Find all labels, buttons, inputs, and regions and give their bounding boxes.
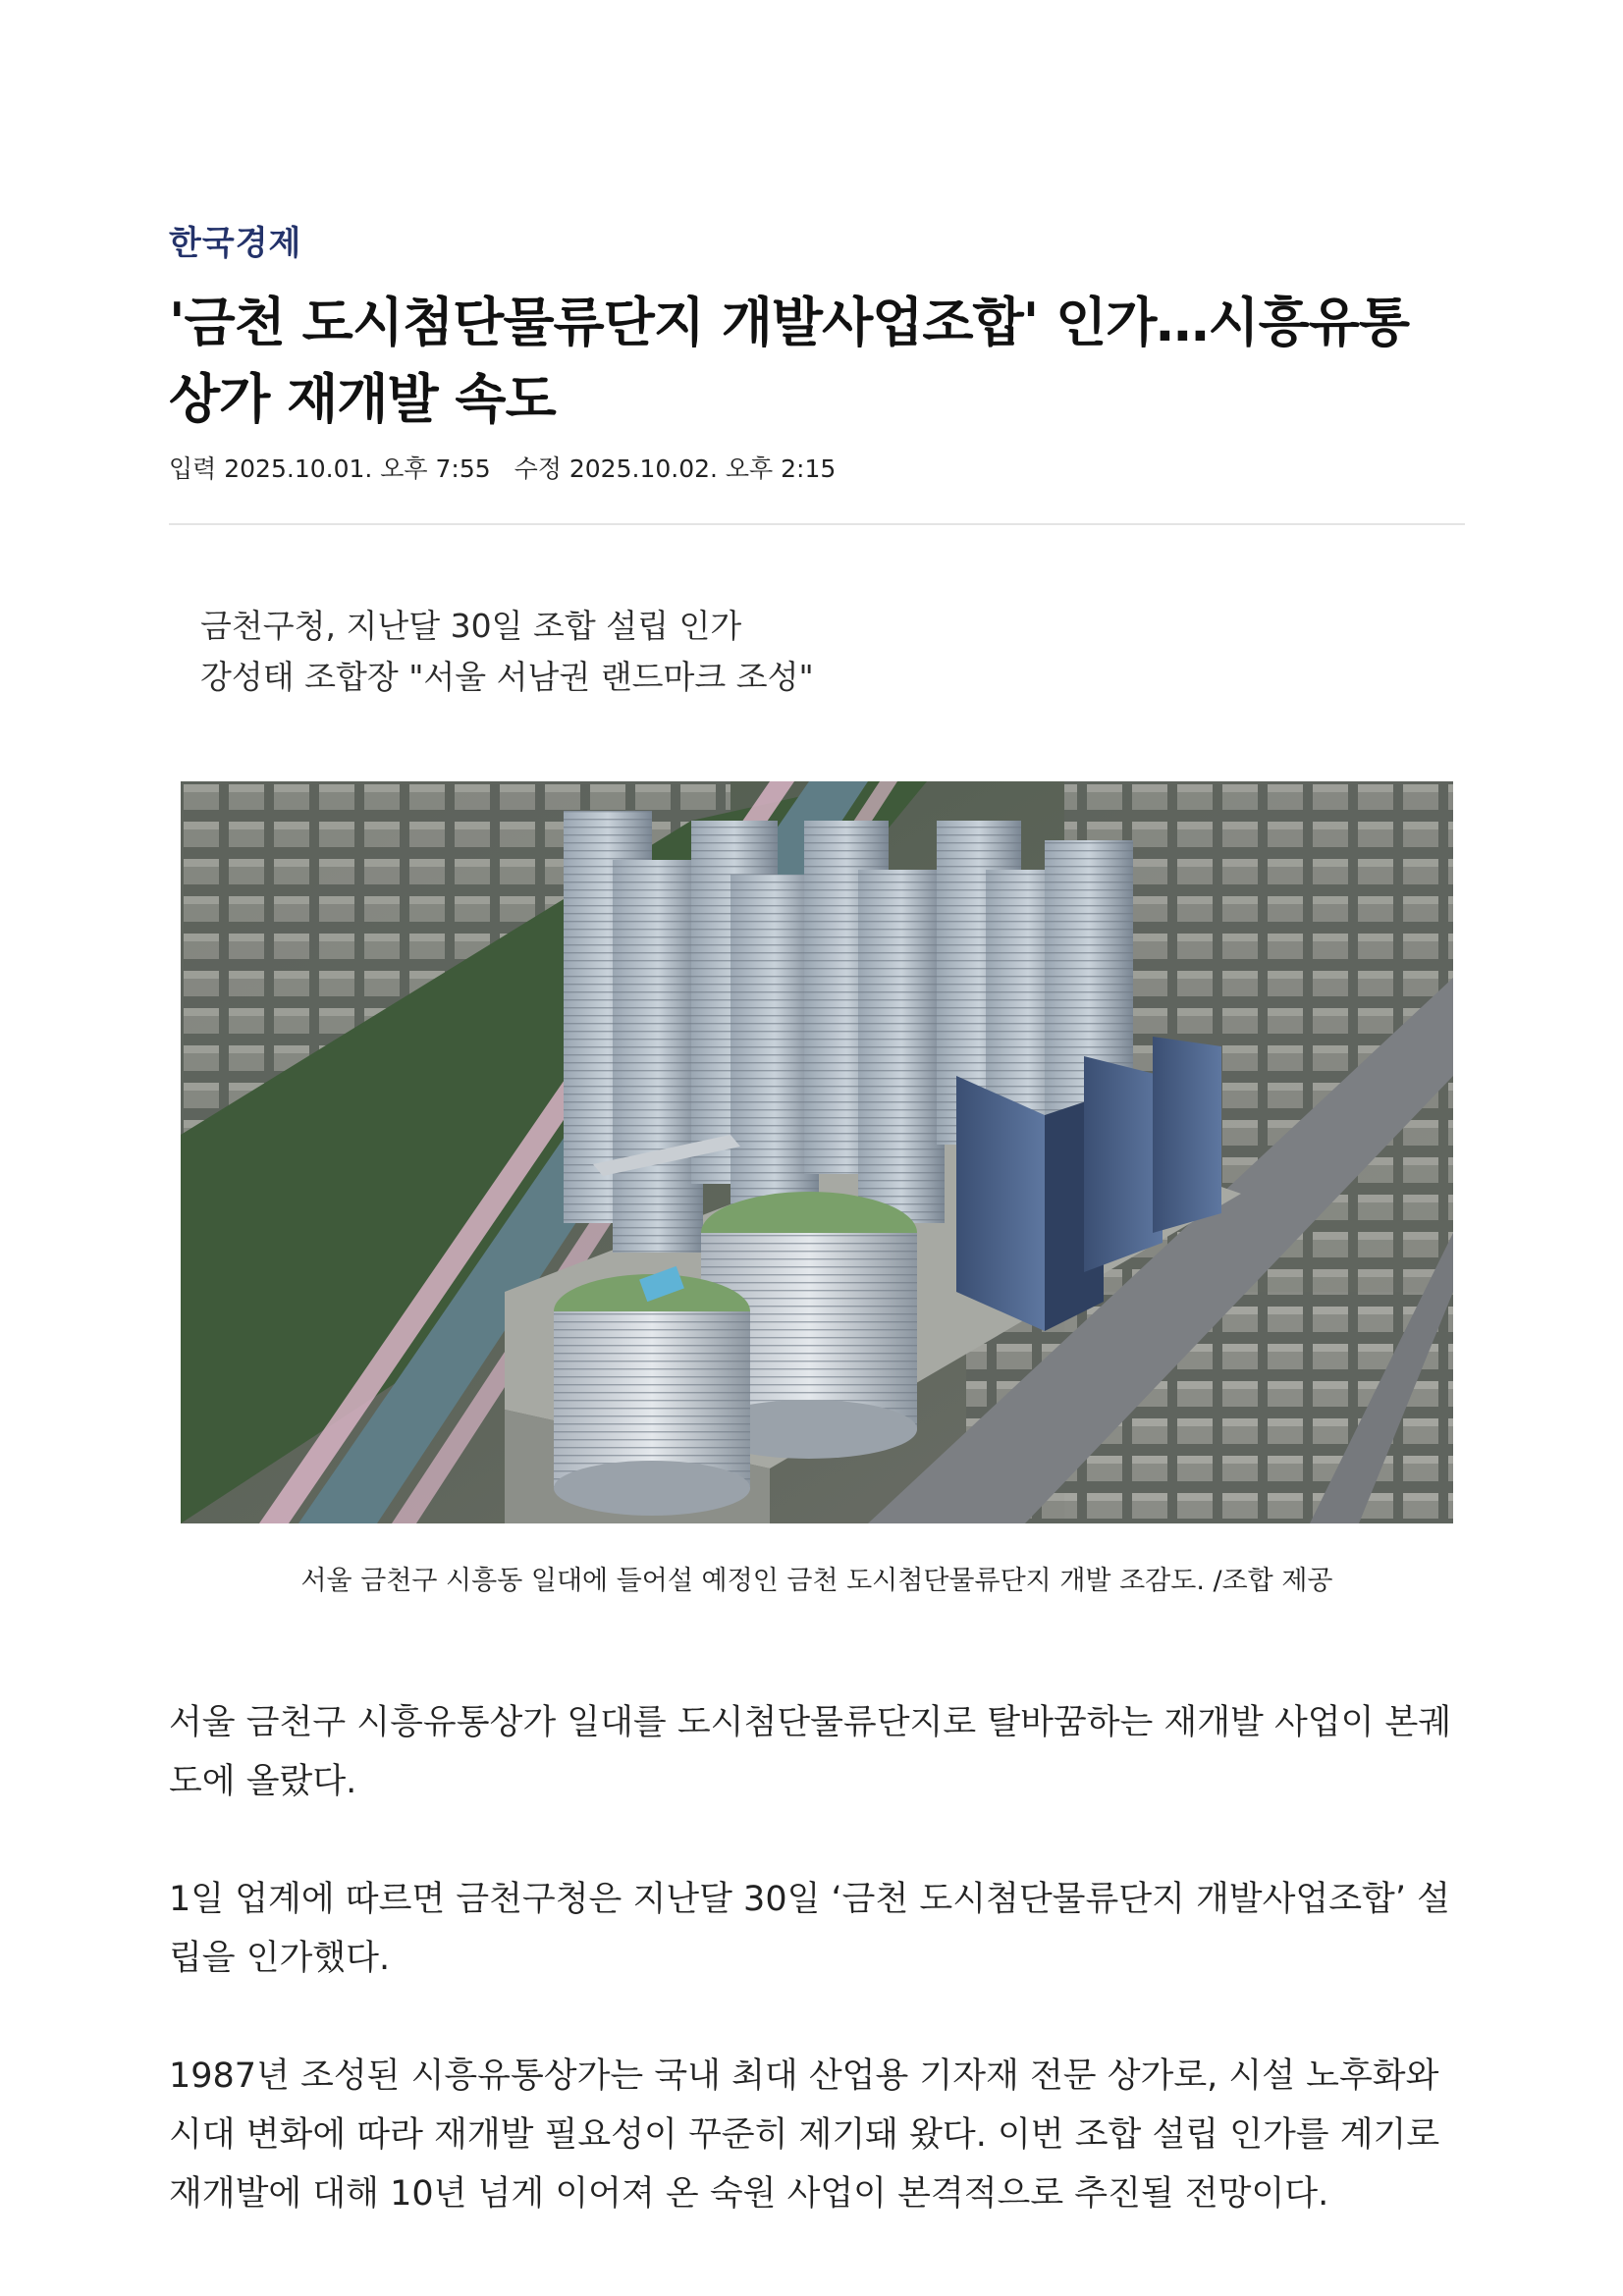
paragraph-2-line-2: 립을 인가했다. [169,1939,391,1978]
divider [169,523,1465,525]
article-subheads [200,601,814,703]
paragraph-1-line-2: 도에 올랐다. [169,1762,357,1801]
subhead-1: 금천구청, 지난달 30일 조합 설립 인가 [200,607,742,645]
paragraph-2 [169,1870,1475,1988]
publisher-name[interactable]: 한국경제 [169,224,302,263]
modified-date: 수정 2025.10.02. 오후 2:15 [514,454,837,483]
paragraph-1 [169,1693,1475,1811]
article-photo[interactable] [181,781,1453,1523]
headline-line-2: 상가 재개발 속도 [169,368,556,430]
paragraph-3-line-3: 재개발에 대해 10년 넘게 이어져 온 숙원 사업이 본격적으로 추진될 전망이다. [169,2174,1329,2214]
subhead-2: 강성태 조합장 "서울 서남권 랜드마크 조성" [200,658,814,696]
paragraph-3-line-2: 시대 변화에 따라 재개발 필요성이 꾸준히 제기돼 왔다. 이번 조합 설립 인가를 계기로 [169,2115,1440,2155]
paragraph-3-line-1: 1987년 조성된 시흥유통상가는 국내 최대 산업용 기자재 전문 상가로, 시설 노후화와 [169,2056,1439,2096]
article-dates [169,450,851,485]
aerial-rendering-image [181,781,1453,1523]
paragraph-3 [169,2047,1475,2223]
paragraph-1-line-1: 서울 금천구 시흥유통상가 일대를 도시첨단물류단지로 탈바꿈하는 재개발 사업이 본궤 [169,1703,1452,1742]
headline-line-1: '금천 도시첨단물류단지 개발사업조합' 인가…시흥유통 [169,292,1410,353]
paragraph-2-line-1: 1일 업계에 따르면 금천구청은 지난달 30일 ‘금천 도시첨단물류단지 개발사업조합’ 설 [169,1880,1450,1919]
article-headline [169,285,1475,438]
input-date: 입력 2025.10.01. 오후 7:55 [169,454,491,483]
photo-caption: 서울 금천구 시흥동 일대에 들어설 예정인 금천 도시첨단물류단지 개발 조감도. /조합 제공 [300,1566,1333,1596]
